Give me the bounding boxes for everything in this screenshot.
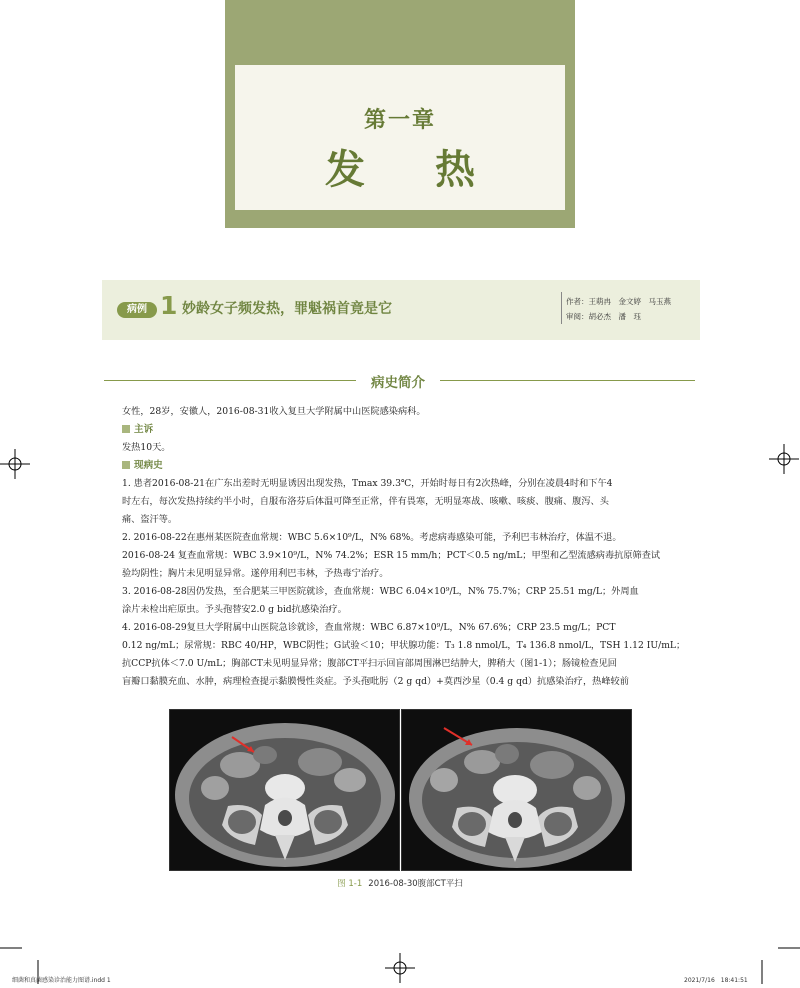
chapter-number: 第一章 — [363, 107, 436, 133]
history-line: 痛、盗汗等。 — [122, 514, 178, 525]
case-badge: 病例 — [117, 302, 157, 318]
figure-caption-text: 2016-08-30腹部CT平扫 — [368, 879, 463, 889]
history-line: 3. 2016-08-28因仍发热，至合肥某三甲医院就诊，查血常规：WBC 6.04×10⁹/L，N% 75.7%；CRP 25.51 mg/L；外周血 — [122, 586, 639, 597]
history-line: 0.12 ng/mL；尿常规：RBC 40/HP，WBC阴性；G试验＜10；甲状腺功能：T₃ 1.8 nmol/L，T₄ 136.8 nmol/L，TSH 1.12 IU/mL； — [122, 640, 686, 651]
case-title: 妙龄女子频发热，罪魁祸首竟是它 — [182, 301, 392, 317]
ct-image-left — [169, 709, 400, 871]
history-line: 验均阴性；胸片未见明显异常。遂停用利巴韦林，予热毒宁治疗。 — [122, 568, 389, 579]
section-rule-left — [104, 380, 356, 381]
section-heading: 病史简介 — [371, 375, 425, 391]
history-heading — [122, 457, 163, 475]
print-slug-file: 细菌和真菌感染诊治能力图谱.indd 1 — [12, 977, 111, 984]
chief-complaint-text: 发热10天。 — [122, 442, 171, 453]
registration-mark-icon — [385, 953, 415, 983]
intro-paragraph: 女性，28岁，安徽人，2016-08-31收入复旦大学附属中山医院感染病科。 — [122, 406, 426, 417]
case-number: 1 — [160, 291, 178, 320]
history-line: 2016-08-24 复查血常规：WBC 3.9×10⁹/L，N% 74.2%；ESR 15 mm/h；PCT＜0.5 ng/mL；甲型和乙型流感病毒抗原筛查试 — [122, 550, 661, 561]
chapter-title: 发热 — [325, 147, 545, 193]
authors-line: 作者：王萌冉 金文婷 马玉燕 — [566, 297, 671, 306]
reviewers-line: 审阅：胡必杰 潘 珏 — [566, 312, 641, 321]
history-line: 盲瓣口黏膜充血、水肿，病理检查提示黏膜慢性炎症。予头孢吡肟（2 g qd）+莫西沙星（0.4 g qd）抗感染治疗，热峰较前 — [122, 676, 629, 687]
square-bullet-icon — [122, 425, 130, 433]
history-line: 1. 患者2016-08-21在广东出差时无明显诱因出现发热，Tmax 39.3℃，开始时每日有2次热峰，分别在凌晨4时和下午4 — [122, 478, 613, 489]
square-bullet-icon — [122, 461, 130, 469]
history-line: 2. 2016-08-22在惠州某医院查血常规：WBC 5.6×10⁹/L，N% 68%。考虑病毒感染可能，予利巴韦林治疗，体温不退。 — [122, 532, 622, 543]
history-line: 4. 2016-08-29复旦大学附属中山医院急诊就诊，查血常规：WBC 6.87×10⁹/L，N% 67.6%；CRP 23.5 mg/L；PCT — [122, 622, 616, 633]
figure-label: 图 1-1 — [337, 879, 363, 889]
figure-caption — [300, 877, 500, 889]
registration-mark-icon — [0, 449, 30, 479]
chief-complaint-heading — [122, 421, 153, 439]
case-divider — [561, 292, 562, 324]
chief-complaint-heading-label: 主诉 — [134, 424, 154, 435]
history-line: 时左右，每次发热持续约半小时，自服布洛芬后体温可降至正常，伴有畏寒，无明显寒战、咳嗽、咳痰、腹痛、腹泻、头 — [122, 496, 609, 507]
ct-image-right — [401, 709, 632, 871]
registration-mark-icon — [769, 444, 799, 474]
print-slug-timestamp: 2021/7/16 18:41:51 — [684, 977, 748, 984]
section-rule-right — [440, 380, 695, 381]
history-heading-label: 现病史 — [134, 460, 163, 471]
case-credits — [566, 294, 671, 324]
crop-mark-icon — [760, 938, 800, 984]
history-line: 涂片未检出疟原虫。予头孢替安2.0 g bid抗感染治疗。 — [122, 604, 347, 615]
history-line: 抗CCP抗体＜7.0 U/mL；胸部CT未见明显异常；腹部CT平扫示回盲部周围淋巴结肿大，脾稍大（图1-1）；肠镜检查见回 — [122, 658, 617, 669]
